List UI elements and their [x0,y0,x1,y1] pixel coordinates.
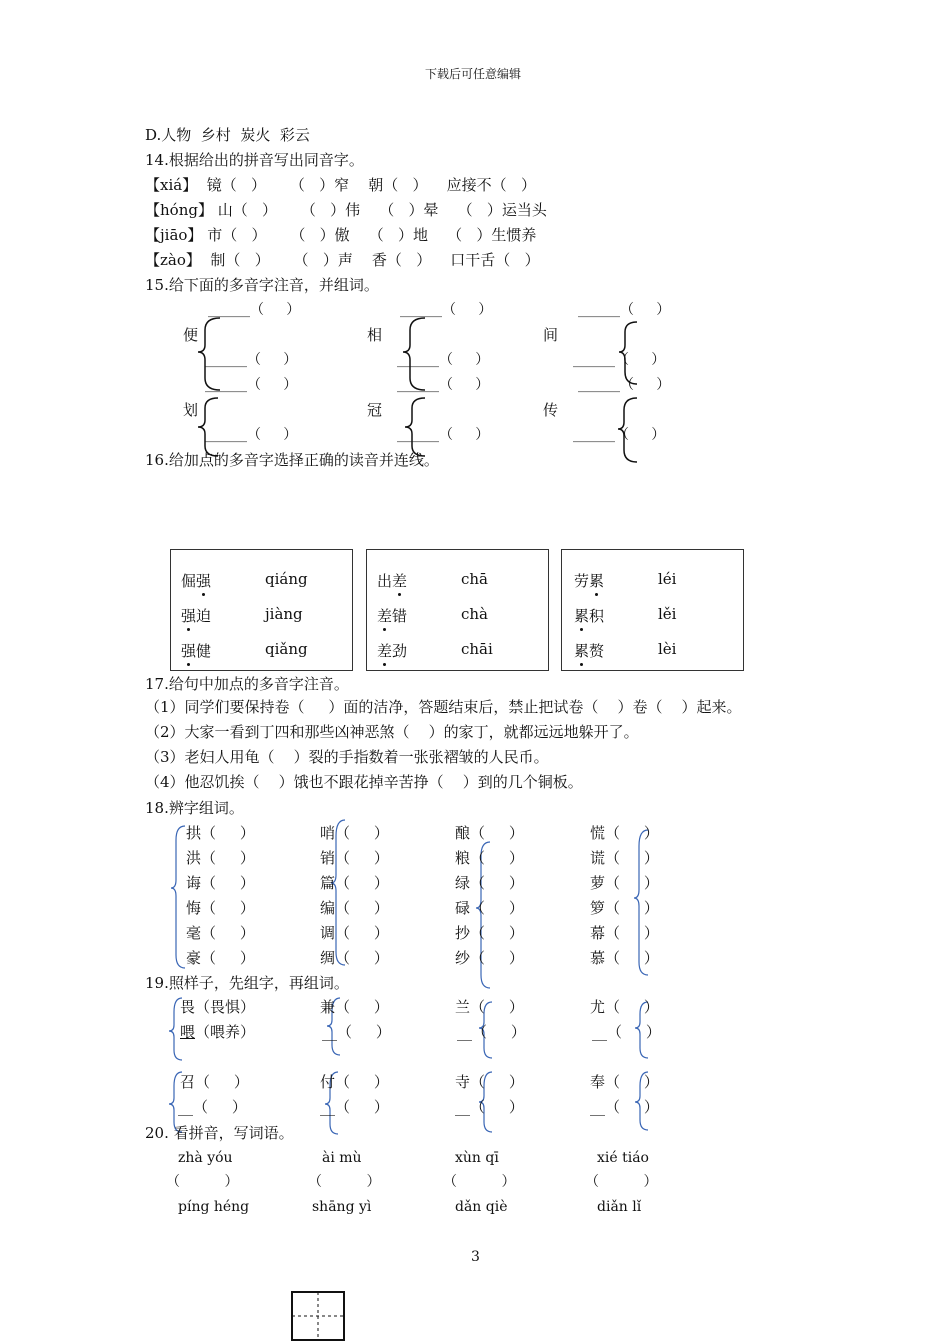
q18-item: 谎（ ） [590,849,659,867]
q19-item: 召（ ） [180,1073,249,1091]
q18-item: 慌（ ） [590,824,659,842]
q15-char: 传 [543,401,559,419]
q16-box [366,549,549,671]
q17-sentence: （4）他忍饥挨（ ）饿也不跟花掉辛苦挣（ ）到的几个铜板。 [145,773,583,791]
q19-blank: __（ ） [590,1098,659,1116]
q20-pinyin: diǎn lǐ [597,1199,642,1215]
q15-blank: ______（ ） [208,302,301,318]
q14-row: 【xiá】 镜（ ） （ ）窄 朝（ ） 应接不（ ） [145,176,536,194]
q15-blank: ______（ ） [578,302,671,318]
q15-char: 相 [367,326,383,344]
q15-blank: ______（ ） [205,352,298,368]
q17-title: 17.给句中加点的多音字注音。 [145,675,349,693]
page-number: 3 [471,1249,480,1265]
q14-title: 14.根据给出的拼音写出同音字。 [145,151,364,169]
q19-blank: __（ ） [320,1098,389,1116]
q15-blank: ______（ ） [397,352,490,368]
q15-char: 间 [543,326,559,344]
q18-item: 调（ ） [320,924,389,942]
q17-sentence: （2）大家一看到丁四和那些凶神恶煞（ ）的家丁，就都远远地躲开了。 [145,723,639,741]
q20-answer-blank: （ ） [308,1174,381,1190]
q20-pinyin: xùn qī [455,1150,499,1166]
q18-item: 洪（ ） [186,849,255,867]
q15-blank: ______（ ） [400,302,493,318]
q14-row: 【zào】 制（ ） （ ）声 香（ ） 口干舌（ ） [145,251,540,269]
q15-title: 15.给下面的多音字注音，并组词。 [145,276,379,294]
q19-title: 19.照样子，先组字，再组词。 [145,974,349,992]
q16-pinyin: jiàng [265,605,303,623]
page-header: 下载后可任意编辑 [425,67,522,81]
q18-item: 萝（ ） [590,874,659,892]
q16-word: 强迫 [181,607,212,625]
q20-pinyin: shāng yì [312,1199,372,1215]
q19-item: 付（ ） [320,1073,389,1091]
q18-item: 哨（ ） [320,824,389,842]
q19-blank: __（ ） [592,1023,661,1041]
q14-row: 【hóng】 山（ ） （ ）伟 （ ）晕 （ ）运当头 [145,201,547,219]
q19-blank: __（ ） [178,1098,247,1116]
q18-item: 绿（ ） [455,874,524,892]
q18-item: 悔（ ） [186,899,255,917]
q15-char: 冠 [367,401,383,419]
q14-row: 【jiāo】 市（ ） （ ）傲 （ ）地 （ ）生惯养 [145,226,537,244]
q19-example: 喂（喂养） [180,1023,256,1041]
q16-pinyin: chā [461,570,489,588]
q15-blank: ______（ ） [205,377,298,393]
q19-blank: __（ ） [322,1023,391,1041]
q20-pinyin: zhà yóu [178,1150,233,1166]
q18-item: 销（ ） [320,849,389,867]
q18-item: 篇（ ） [320,874,389,892]
q16-pinyin: lèi [658,640,677,658]
q16-box [170,549,353,671]
q18-item: 箩（ ） [590,899,659,917]
q16-word: 倔强 [181,572,212,590]
q18-item: 豪（ ） [186,949,255,967]
q18-item: 碌（ ） [455,899,524,917]
q15-char: 便 [183,326,199,344]
q19-item: 尤（ ） [590,998,659,1016]
q18-item: 慕（ ） [590,949,659,967]
q16-word: 差错 [377,607,408,625]
q16-word: 累赘 [574,642,605,660]
q18-item: 粮（ ） [455,849,524,867]
q16-pinyin: chāi [461,640,493,658]
q13-option-d: D.人物 乡村 炭火 彩云 [145,126,310,144]
q18-item: 纱（ ） [455,949,524,967]
q16-pinyin: lěi [658,605,677,623]
q19-item: 兼（ ） [320,998,389,1016]
q19-item: 奉（ ） [590,1073,659,1091]
q20-answer-blank: （ ） [166,1174,239,1190]
q18-item: 绸（ ） [320,949,389,967]
q19-item: 兰（ ） [455,998,524,1016]
q16-word: 差劲 [377,642,408,660]
q16-title: 16.给加点的多音字选择正确的读音并连线。 [145,451,439,469]
q20-pinyin: xié tiáo [597,1150,649,1166]
q18-item: 酿（ ） [455,824,524,842]
q16-pinyin: léi [658,570,677,588]
q18-item: 幕（ ） [590,924,659,942]
q18-item: 毫（ ） [186,924,255,942]
q16-word: 出差 [377,572,408,590]
q20-pinyin: píng héng [178,1199,250,1215]
q19-example: 畏（畏惧） [180,998,256,1016]
q15-blank: ______（ ） [397,427,490,443]
q20-answer-blank: （ ） [443,1174,516,1190]
q15-blank: ______（ ） [573,427,666,443]
q18-item: 诲（ ） [186,874,255,892]
q15-blank: ______（ ） [205,427,298,443]
q16-word: 劳累 [574,572,605,590]
q19-item: 寺（ ） [455,1073,524,1091]
q20-pinyin: ài mù [322,1150,362,1166]
q20-pinyin: dǎn qiè [455,1199,508,1215]
q16-word: 强健 [181,642,212,660]
q15-blank: ______（ ） [397,377,490,393]
q15-blank: ______（ ） [573,352,666,368]
q16-pinyin: chà [461,605,489,623]
q17-sentence: （1）同学们要保持卷（ ）面的洁净，答题结束后，禁止把试卷（ ）卷（ ）起来。 [145,698,742,716]
q15-char: 划 [183,401,199,419]
q16-pinyin: qiáng [265,570,308,588]
q19-blank: __（ ） [455,1098,524,1116]
q16-word: 累积 [574,607,605,625]
q16-pinyin: qiǎng [265,640,308,658]
q19-blank: __（ ） [457,1023,526,1041]
q17-sentence: （3）老妇人用龟（ ）裂的手指数着一张张褶皱的人民币。 [145,748,549,766]
q18-item: 编（ ） [320,899,389,917]
q16-box [561,549,744,671]
q20-answer-blank: （ ） [585,1174,658,1190]
q15-blank: ______（ ） [578,377,671,393]
q20-title: 20. 看拼音，写词语。 [145,1124,294,1142]
q18-item: 抄（ ） [455,924,524,942]
q18-item: 拱（ ） [186,824,255,842]
q18-title: 18.辨字组词。 [145,799,244,817]
